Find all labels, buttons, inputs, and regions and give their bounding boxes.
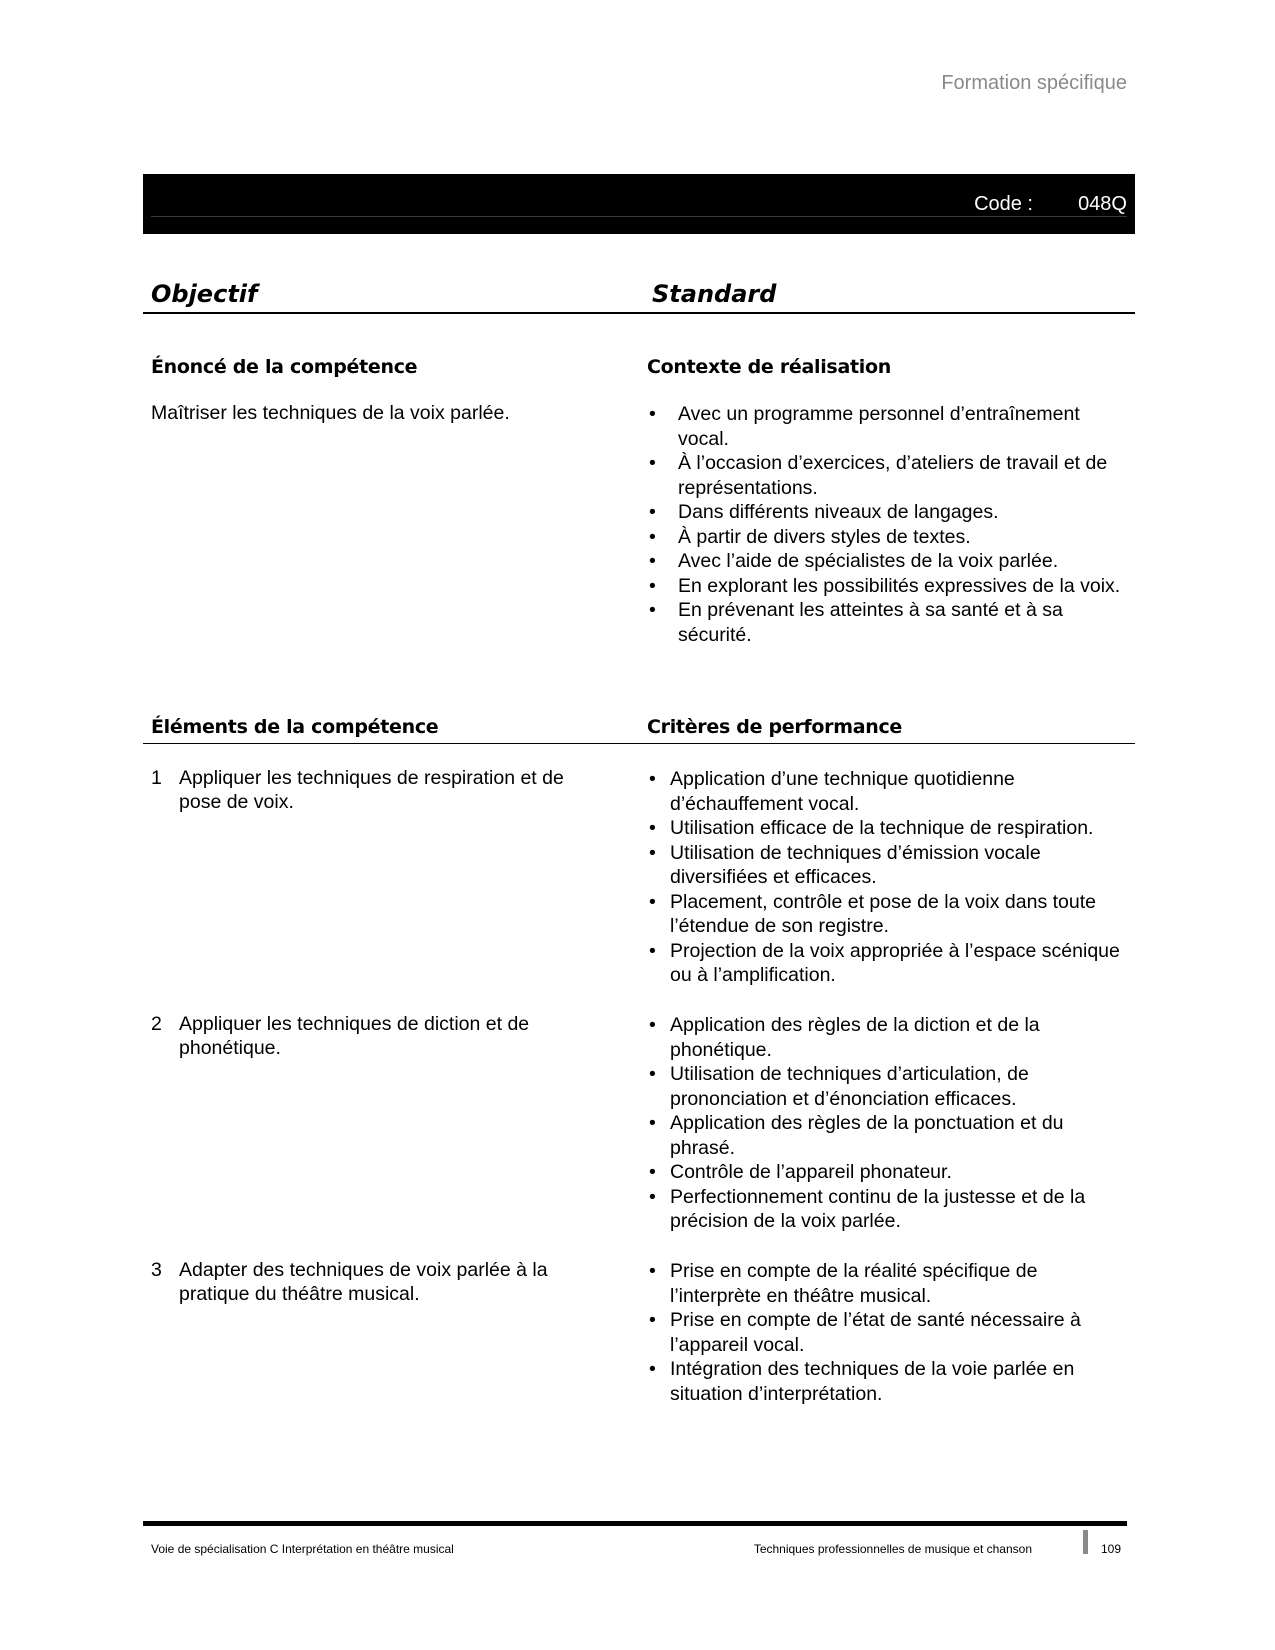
bullet-icon: • — [649, 1112, 656, 1134]
list-item: • Contrôle de l’appareil phonateur. — [649, 1161, 952, 1183]
list-item: • Utilisation efficace de la technique de respiration. — [649, 817, 1094, 839]
element-3 — [151, 1258, 601, 1306]
code-bar — [143, 174, 1135, 234]
element-text: Adapter des techniques de voix parlée à la pratique du théâtre musical. — [179, 1259, 548, 1305]
bullet-icon: • — [649, 501, 656, 523]
list-item: • Application d’une technique quotidienne d’échauffement vocal. — [649, 768, 1015, 815]
bullet-icon: • — [649, 574, 656, 597]
list-item: • En prévenant les atteintes à sa santé et à sa sécurité. — [649, 599, 1063, 646]
context-list — [647, 402, 1127, 647]
criteria-list-1 — [647, 767, 1127, 988]
bullet-icon: • — [649, 768, 656, 790]
bullet-icon: • — [649, 817, 656, 839]
criteria-heading: Critères de performance — [647, 716, 903, 738]
bullet-icon: • — [649, 525, 656, 548]
footer-rule — [143, 1521, 1127, 1526]
bullet-icon: • — [649, 890, 656, 913]
element-number: 1 — [151, 767, 162, 789]
code-value: 048Q — [1078, 193, 1127, 215]
list-item: • Utilisation de techniques d’articulation, de prononciation et d’énonciation efficaces. — [649, 1063, 1029, 1110]
code-bar-rule — [151, 216, 1127, 217]
elements-rule — [143, 743, 1135, 744]
list-item: • À partir de divers styles de textes. — [649, 525, 971, 548]
element-1 — [151, 766, 601, 814]
list-item: • Application des règles de la ponctuation et du phrasé. — [649, 1112, 1064, 1159]
footer-separator — [1083, 1530, 1088, 1554]
list-item: • Prise en compte de l’état de santé nécessaire à l’appareil vocal. — [649, 1309, 1081, 1356]
columns-rule — [143, 312, 1135, 314]
bullet-icon: • — [649, 1358, 656, 1380]
element-2 — [151, 1012, 601, 1060]
element-number: 2 — [151, 1013, 162, 1035]
list-item: • À l’occasion d’exercices, d’ateliers de travail et de représentations. — [649, 452, 1108, 499]
criteria-list-3 — [647, 1259, 1127, 1406]
element-number: 3 — [151, 1259, 162, 1281]
list-item: • En explorant les possibilités expressives de la voix. — [649, 574, 1121, 597]
element-text: Appliquer les techniques de respiration et de pose de voix. — [179, 767, 564, 813]
bullet-icon: • — [649, 550, 656, 572]
objectif-title: Objectif — [151, 280, 258, 308]
competence-heading: Énoncé de la compétence — [151, 356, 418, 378]
list-item: • Dans différents niveaux de langages. — [649, 501, 999, 523]
list-item: • Perfectionnement continu de la justesse et de la précision de la voix parlée. — [649, 1185, 1086, 1232]
footer-right-text: Techniques professionnelles de musique et chanson — [753, 1542, 1032, 1556]
bullet-icon: • — [649, 1185, 656, 1208]
bullet-icon: • — [649, 599, 656, 621]
list-item: • Prise en compte de la réalité spécifique de l’interprète en théâtre musical. — [649, 1260, 1038, 1307]
bullet-icon: • — [649, 452, 656, 474]
bullet-icon: • — [649, 1161, 656, 1183]
context-heading: Contexte de réalisation — [647, 356, 891, 378]
element-text: Appliquer les techniques de diction et de phonétique. — [179, 1013, 530, 1059]
competence-text: Maîtriser les techniques de la voix parlée. — [151, 402, 510, 424]
bullet-icon: • — [649, 1260, 656, 1282]
bullet-icon: • — [649, 1014, 656, 1036]
page-number: 109 — [1101, 1542, 1122, 1556]
bullet-icon: • — [649, 841, 656, 864]
elements-heading: Éléments de la compétence — [151, 716, 439, 738]
list-item: • Utilisation de techniques d’émission vocale diversifiées et efficaces. — [649, 841, 1041, 888]
bullet-icon: • — [649, 1309, 656, 1331]
list-item: • Projection de la voix appropriée à l’espace scénique ou à l’amplification. — [649, 939, 1120, 986]
list-item: • Application des règles de la diction et de la phonétique. — [649, 1014, 1040, 1061]
list-item: • Placement, contrôle et pose de la voix dans toute l’étendue de son registre. — [649, 890, 1097, 937]
list-item: • Avec un programme personnel d’entraînement vocal. — [649, 403, 1080, 450]
code-label: Code : — [974, 193, 1033, 215]
list-item: • Avec l’aide de spécialistes de la voix parlée. — [649, 550, 1059, 572]
bullet-icon: • — [649, 939, 656, 962]
criteria-list-2 — [647, 1013, 1127, 1234]
footer-left-text: Voie de spécialisation C Interprétation en théâtre musical — [151, 1542, 454, 1556]
standard-title: Standard — [652, 280, 777, 308]
page-header-label: Formation spécifique — [941, 72, 1127, 94]
list-item: • Intégration des techniques de la voie parlée en situation d’interprétation. — [649, 1358, 1075, 1405]
bullet-icon: • — [649, 403, 656, 425]
bullet-icon: • — [649, 1063, 656, 1085]
